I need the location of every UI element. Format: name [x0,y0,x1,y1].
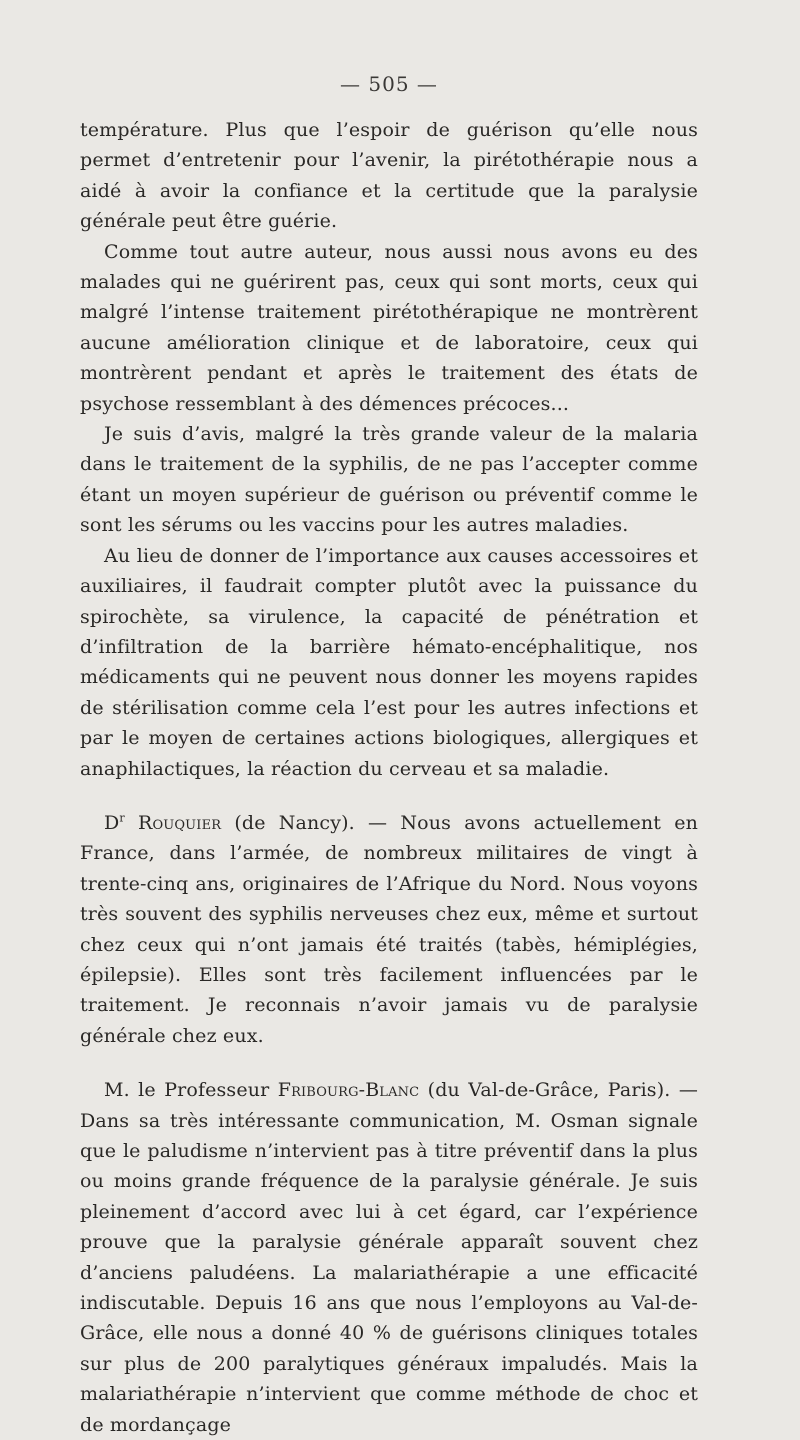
paragraph-2: Comme tout autre auteur, nous aussi nous avons eu des malades qui ne guérirent pas, ceux qui sont morts, ceux qui malgré l’intense traitement pirétothérapique ne montrèrent aucune amélioration clinique et de laboratoire, ceux qui montrèrent pendant et après le traitement des états de psychose ressemblant à des démences précoces... [80,240,698,415]
fribourg-text: (du Val-de-Grâce, Paris). — Dans sa très intéressante communication, M. Osman signale que le paludisme n’intervient pas à titre préventif dans la plus ou moins grande fréquence de la paralysie générale. Je suis pleinement d’accord avec lui à cet égard, car l’expérience prouve que la paralysie générale apparaît souvent chez d’anciens paludéens. La malariathérapie a une efficacité indiscutable. Depuis 16 ans que nous l’employons au Val-de-Grâce, elle nous a donné 40 % de guérisons cliniques totales sur plus de 200 paralytiques généraux impaludés. Mais la malariathérapie n’intervient que comme méthode de choc et de mordançage [80,1079,698,1436]
rouquier-paragraph [80,808,698,1051]
speaker-prefix: M. le Professeur [104,1079,278,1102]
paragraph-3: Je suis d’avis, malgré la très grande valeur de la malaria dans le traitement de la syphilis, de ne pas l’accepter comme étant un moyen supérieur de guérison ou préventif comme le sont les sérums ou les vaccins pour les autres maladies. [80,423,698,537]
document-page [80,0,698,1436]
rouquier-text: (de Nancy). — Nous avons actuellement en France, dans l’armée, de nombreux militaires de vingt à trente-cinq ans, originaires de l’Afrique du Nord. Nous voyons très souvent des syphilis nerveuses chez eux, même et surtout chez ceux qui n’ont jamais été traités (tabès, hémiplégies, épilepsie). Elles sont très facilement influencées par le traitement. Je reconnais n’avoir jamais vu de paralysie générale chez eux. [80,811,698,1047]
speaker-title-superscript: r [119,811,125,825]
speaker-title: D [104,811,120,834]
body-text [80,115,698,1440]
speaker-name-rouquier: Rouquier [138,811,222,834]
speaker-name-fribourg-blanc: Fribourg-Blanc [277,1079,420,1102]
paragraph-1: température. Plus que l’espoir de guérison qu’elle nous permet d’entretenir pour l’avenir, la pirétothérapie nous a aidé à avoir la confiance et la certitude que la paralysie générale peut être guérie. [80,119,698,233]
page-number: — 505 — [340,72,438,96]
paragraph-4: Au lieu de donner de l’importance aux causes accessoires et auxiliaires, il faudrait compter plutôt avec la puissance du spirochète, sa virulence, la capacité de pénétration et d’infiltration de la barrière hémato-encéphalitique, nos médicaments qui ne peuvent nous donner les moyens rapides de stérilisation comme cela l’est pour les autres infections et par le moyen de certaines actions biologiques, allergiques et anaphilactiques, la réaction du cerveau et sa maladie. [80,544,698,780]
fribourg-paragraph [80,1075,698,1440]
